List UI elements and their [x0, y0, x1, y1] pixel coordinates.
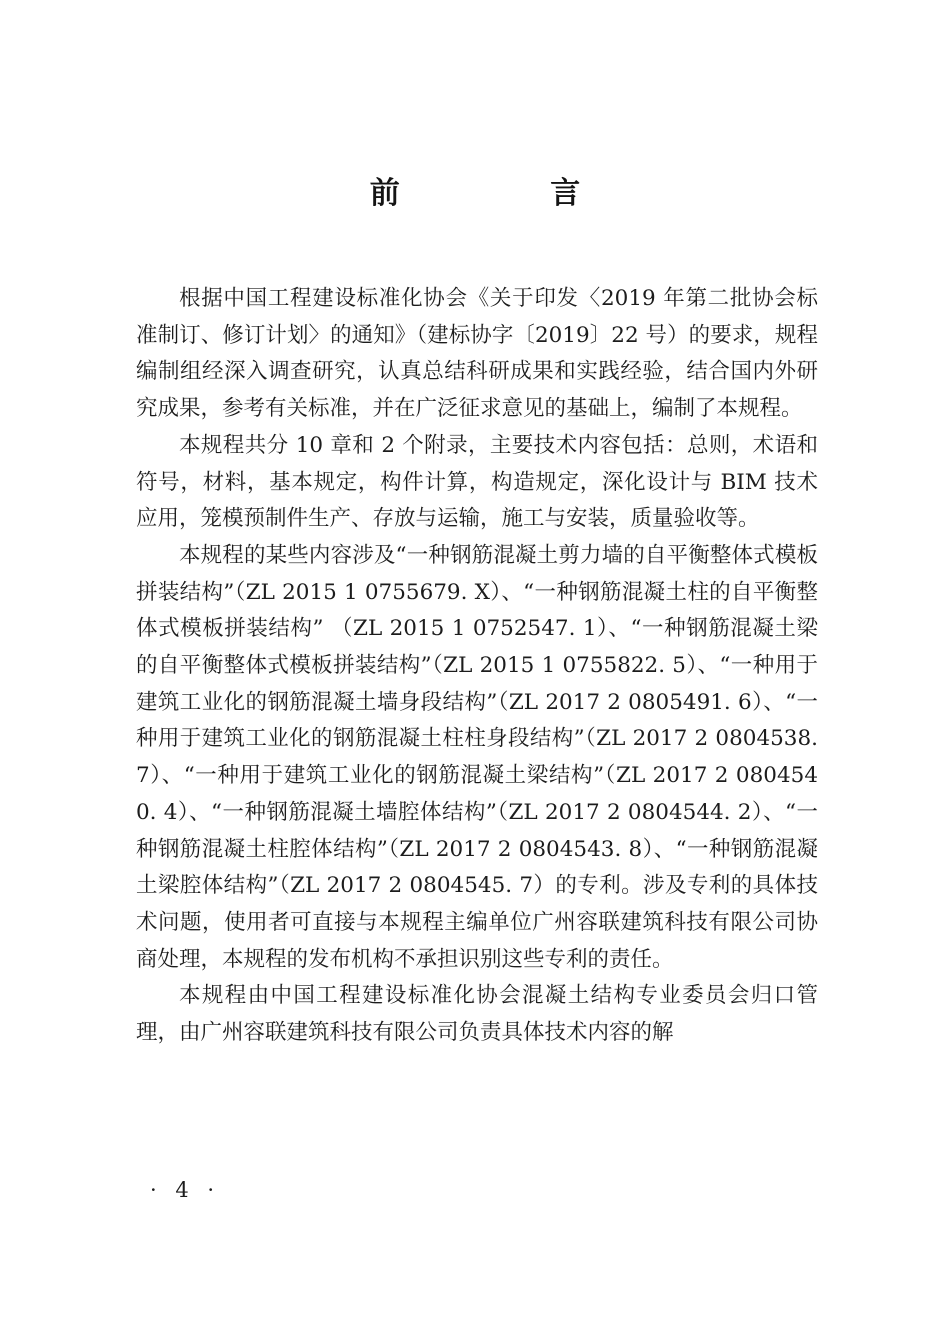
page-number: · 4 ·	[150, 1178, 221, 1202]
paragraph-management: 本规程由中国工程建设标准化协会混凝土结构专业委员会归口管理，由广州容联建筑科技有限公司负责具体技术内容的解	[136, 983, 818, 1046]
paragraph-contents: 本规程共分 10 章和 2 个附录，主要技术内容包括：总则，术语和符号，材料，基本规定，构件计算，构造规定，深化设计与 BIM 技术应用，笼模预制件生产、存放与运输，施工与安装，质量验收等。	[136, 432, 818, 532]
paragraph-patents: 本规程的某些内容涉及“一种钢筋混凝土剪力墙的自平衡整体式模板拼装结构”（ZL 2015 1 0755679. X）、“一种钢筋混凝土柱的自平衡整体式模板拼装结构” （ZL 2015 1 0752547. 1）、“一种钢筋混凝土梁的自平衡整体式模板拼装结构”（ZL 2015 1 0755822. 5）、“一种用于建筑工业化的钢筋混凝土墙身段结构”（ZL 2017 2 0805491. 6）、“一种用于建筑工业化的钢筋混凝土柱柱身段结构”（ZL 2017 2 0804538. 7）、“一种用于建筑工业化的钢筋混凝土梁结构”（ZL 2017 2 0804540. 4）、“一种钢筋混凝土墙腔体结构”（ZL 2017 2 0804544. 2）、“一种钢筋混凝土柱腔体结构”（ZL 2017 2 0804543. 8）、“一种钢筋混凝土梁腔体结构”（ZL 2017 2 0804545. 7）的专利。涉及专利的具体技术问题，使用者可直接与本规程主编单位广州容联建筑科技有限公司协商处理，本规程的发布机构不承担识别这些专利的责任。	[136, 542, 818, 972]
body-text	[136, 281, 818, 1052]
page-title: 前 言	[369, 176, 651, 211]
paragraph-background: 根据中国工程建设标准化协会《关于印发〈2019 年第二批协会标准制订、修订计划〉的通知》（建标协字〔2019〕22 号）的要求，规程编制组经深入调查研究，认真总结科研成果和实践经验，结合国内外研究成果，参考有关标准，并在广泛征求意见的基础上，编制了本规程。	[136, 286, 818, 422]
